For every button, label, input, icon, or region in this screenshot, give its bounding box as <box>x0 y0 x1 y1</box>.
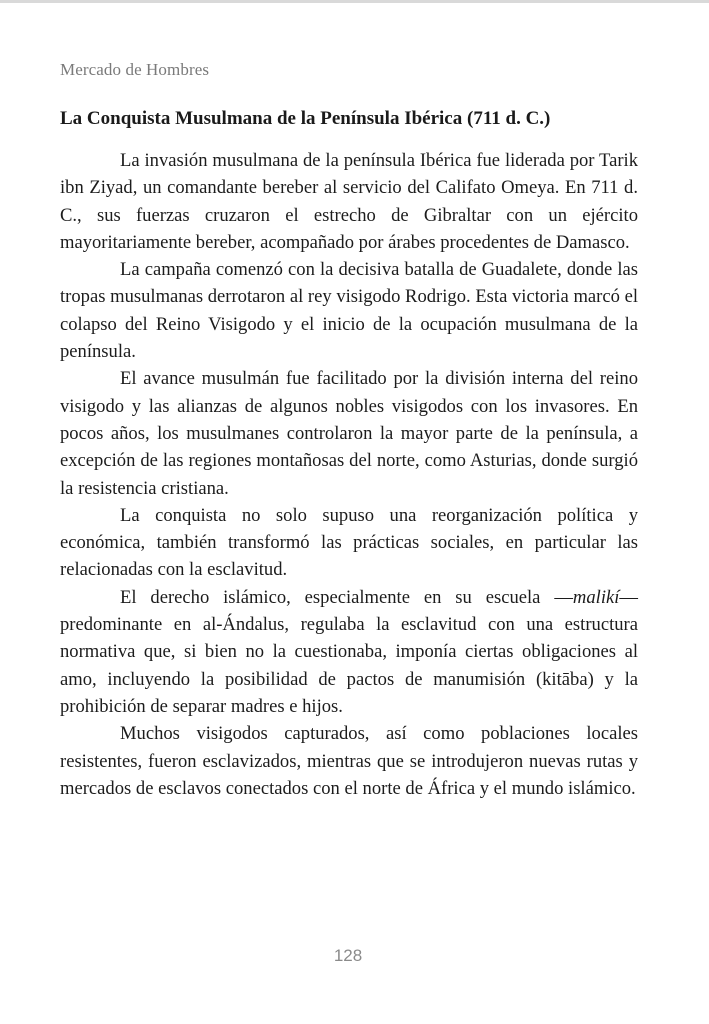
paragraph: La campaña comenzó con la decisiva batalla de Guadalete, donde las tropas musulmanas derrotaron al rey visigodo Rodrigo. Esta victoria marcó el colapso del Reino Visigodo y el inicio de la ocupación musulmana de la península. <box>60 259 638 363</box>
running-head: Mercado de Hombres <box>60 60 210 79</box>
paragraph: Muchos visigodos capturados, así como poblaciones locales resistentes, fueron esclavizados, mientras que se introdujeron nuevas rutas y mercados de esclavos conectados con el norte de África y el mundo islámico. <box>60 723 638 799</box>
paragraph: La invasión musulmana de la península Ibérica fue liderada por Tarik ibn Ziyad, un comandante bereber al servicio del Califato Omeya. En 711 d. C., sus fuerzas cruzaron el estrecho de Gibraltar con un ejército mayoritariamente bereber, acompañado por árabes procedentes de Damasco. <box>60 150 638 253</box>
top-divider <box>0 0 709 3</box>
paragraph: El avance musulmán fue facilitado por la división interna del reino visigodo y las alianzas de algunos nobles visigodos con los invasores. En pocos años, los musulmanes controlaron la mayor parte de la península, a excepción de las regiones montañosas del norte, como Asturias, donde surgió la resistencia cristiana. <box>60 368 638 499</box>
page-number: 128 <box>333 946 363 965</box>
paragraph <box>60 584 638 720</box>
paragraph-text: — predominante en al-Ándalus, regulaba la esclavitud con una estructura normativa que, si bien no la cuestionaba, imponía ciertas obligaciones al amo, incluyendo la posibilidad de pactos de manumisión (kitāba) y la prohibición de separar madres e hijos. <box>60 586 638 717</box>
chapter-title: La Conquista Musulmana de la Península Ibérica (711 d. C.) <box>60 108 551 129</box>
emphasized-term: malikí <box>572 586 620 608</box>
paragraph-text: El derecho islámico, especialmente en su escuela — <box>120 586 573 608</box>
paragraph: La conquista no solo supuso una reorganización política y económica, también transformó las prácticas sociales, en particular las relacionadas con la esclavitud. <box>60 504 638 581</box>
body-text <box>60 147 638 802</box>
